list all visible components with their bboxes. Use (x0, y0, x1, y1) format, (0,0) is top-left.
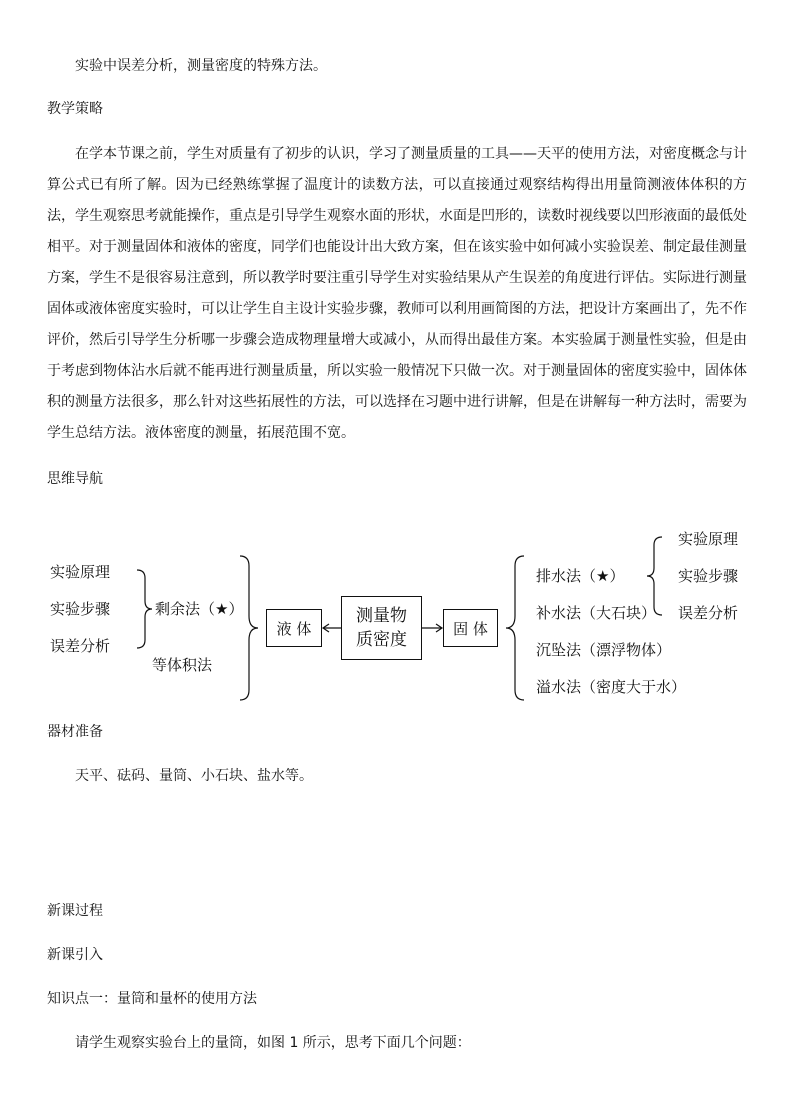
equipment-heading: 器材准备 (47, 724, 103, 740)
right-item-error: 误差分析 (678, 604, 739, 622)
solid-method-overflow: 溢水法（密度大于水） (536, 678, 687, 696)
strategy-paragraph: 在学本节课之前，学生对质量有了初步的认识，学习了测量质量的工具——天平的使用方法，对密度概念与计算公式已有所了解。因为已经熟练掌握了温度计的读数方法，可以直接通过观察结构得出用量筒测液体体积的方法，学生观察思考就能操作，重点是引导学生观察水面的形状，水面是凹形的，读数时视线要以凹形液面的最低处相平。对于测量固体和液体的密度，同学们也能设计出大致方案，但在该实验中如何减小实验误差、制定最佳测量方案，学生不是很容易注意到，所以教学时要注重引导学生对实验结果从产生误差的角度进行评估。实际进行测量固体或液体密度实验时，可以让学生自主设计实验步骤，教师可以利用画简图的方法，把设计方案画出了，先不作评价，然后引导学生分析哪一步骤会造成物理量增大或减小，从而得出最佳方案。本实验属于测量性实验，但是由于考虑到物体沾水后就不能再进行测量质量，所以实验一般情况下只做一次。对于测量固体的密度实验中，固体体积的测量方法很多，那么针对这些拓展性的方法，可以选择在习题中进行讲解，但是在讲解每一种方法时，需要为学生总结方法。液体密度的测量，拓展范围不宽。 (47, 146, 747, 441)
solid-box-label: 固 体 (453, 619, 488, 638)
liquid-box (266, 609, 322, 647)
center-box-line2: 质密度 (356, 630, 407, 650)
mindmap-heading: 思维导航 (47, 471, 103, 487)
equipment-text: 天平、砝码、量筒、小石块、盐水等。 (75, 768, 313, 784)
solid-method-sinker: 沉坠法（漂浮物体） (536, 641, 672, 659)
knowledge-point-heading: 知识点一：量筒和量杯的使用方法 (47, 991, 257, 1007)
right-item-principle: 实验原理 (678, 530, 739, 548)
solid-method-refill: 补水法（大石块） (536, 604, 657, 622)
left-item-principle: 实验原理 (50, 563, 111, 581)
knowledge-point-text: 请学生观察实验台上的量筒，如图 1 所示，思考下面几个问题： (75, 1035, 471, 1051)
center-box (341, 596, 422, 660)
liquid-method-equal-volume: 等体积法 (152, 656, 213, 674)
arrowhead-liquid (323, 624, 329, 632)
brace-liquid-methods (240, 556, 258, 700)
liquid-method-remainder: 剩余法（★） (155, 600, 244, 618)
strategy-heading: 教学策略 (47, 101, 103, 117)
center-box-line1: 测量物 (356, 606, 407, 626)
solid-box (443, 609, 498, 647)
left-item-steps: 实验步骤 (50, 600, 111, 618)
liquid-box-label: 液 体 (276, 619, 312, 638)
right-item-steps: 实验步骤 (678, 567, 739, 585)
brace-left-items (137, 570, 152, 648)
solid-method-drain: 排水法（★） (536, 567, 625, 585)
brace-solid-methods (506, 556, 524, 700)
new-lesson-heading: 新课过程 (47, 903, 103, 919)
left-item-error: 误差分析 (50, 637, 111, 655)
arrowhead-solid (436, 624, 442, 632)
intro-line: 实验中误差分析，测量密度的特殊方法。 (75, 58, 327, 74)
intro-heading: 新课引入 (47, 947, 103, 963)
